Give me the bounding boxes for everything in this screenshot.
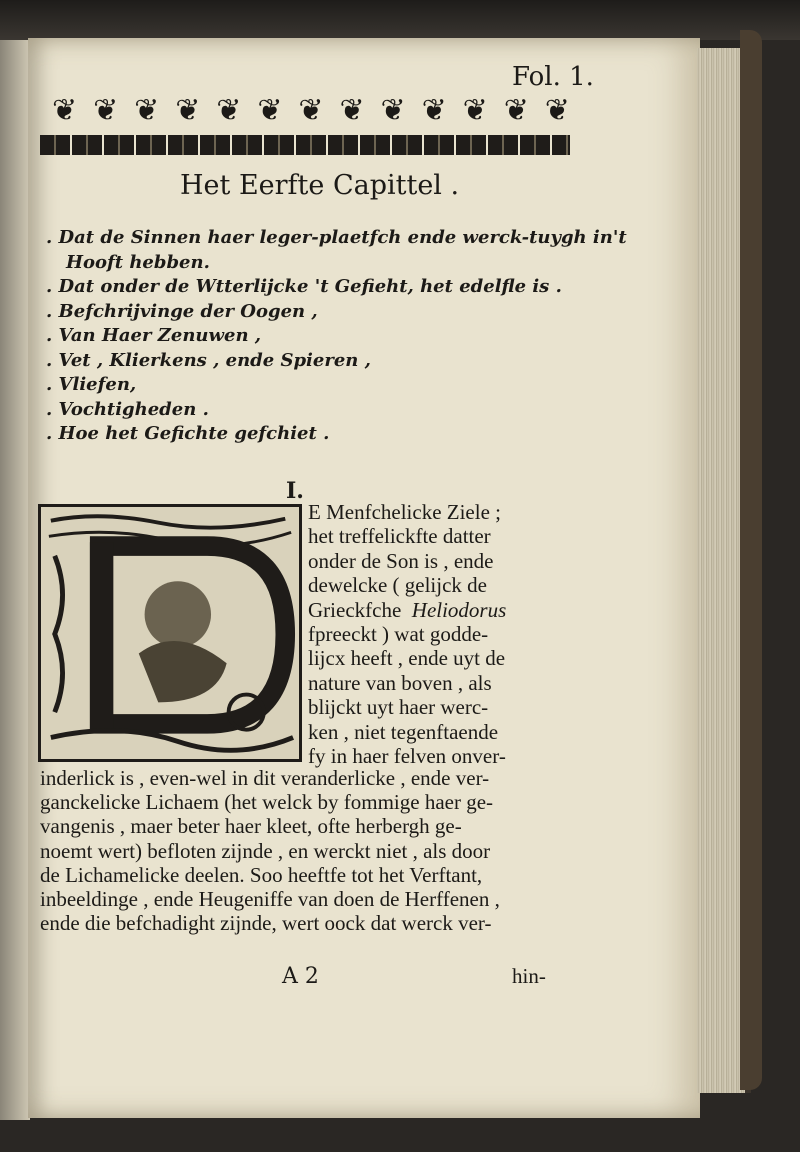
fleuron-icon: ❦: [216, 93, 244, 128]
body-text-beside-initial: [308, 500, 570, 768]
text-line: fy in haer felven onver-: [308, 744, 506, 769]
text-line: inbeeldinge , ende Heugeniffe van doen de Herffenen ,: [40, 887, 500, 912]
text-line: ende die befchadight zijnde, wert oock dat werck ver-: [40, 911, 492, 936]
text-line: ganckelicke Lichaem (het welck by fommige haer ge-: [40, 790, 494, 815]
author-name: Heliodorus: [411, 597, 507, 622]
section-number: I.: [286, 478, 304, 504]
scan-top-shadow: [0, 0, 800, 40]
summary-item: . Vet , Klierkens , ende Spieren ,: [46, 349, 371, 371]
summary-item: . Dat onder de Wtterlijcke 't Gefieht, het edelfle is .: [46, 276, 562, 297]
text-line: lijcx heeft , ende uyt de: [308, 646, 506, 671]
text-line: nature van boven , als: [308, 670, 492, 695]
fleuron-icon: ❦: [462, 93, 490, 128]
folio-number: Fol. 1.: [512, 62, 594, 92]
text-line: ken , niet tegenftaende: [308, 719, 499, 744]
text-line: [308, 598, 570, 622]
chapter-summary: [46, 226, 627, 447]
summary-item: . Van Haer Zenuwen ,: [46, 325, 262, 346]
fleuron-icon: ❦: [544, 93, 572, 128]
ornament-row: [52, 93, 572, 128]
fleuron-icon: ❦: [175, 93, 203, 128]
summary-item: . Dat de Sinnen haer leger-plaetfch ende werck-tuygh in't: [46, 227, 627, 248]
ornament-band: [40, 135, 570, 155]
text-line: het treffelickfte datter: [308, 524, 491, 549]
text-line: blijckt uyt haer werc-: [308, 695, 489, 720]
body-text-full-width: [40, 766, 600, 935]
fleuron-icon: ❦: [380, 93, 408, 128]
text-line: dewelcke ( gelijck de: [308, 573, 487, 598]
summary-item: . Vliefen,: [46, 374, 137, 395]
text-fragment: Grieckfche: [308, 597, 402, 622]
text-line: E Menfchelicke Ziele ;: [308, 500, 501, 524]
summary-item: . Vochtigheden .: [46, 398, 209, 420]
fleuron-icon: ❦: [298, 93, 326, 128]
fleuron-icon: ❦: [421, 93, 449, 128]
text-line: fpreeckt ) wat godde-: [308, 622, 489, 647]
summary-item: Hooft hebben.: [66, 251, 210, 273]
text-line: inderlick is , even-wel in dit veranderlicke , ende ver-: [40, 766, 490, 790]
chapter-title: Het Eerfte Capittel .: [180, 170, 460, 201]
decorated-initial-d-icon: [38, 504, 302, 762]
signature-mark: A 2: [282, 964, 319, 989]
text-line: onder de Son is , ende: [308, 548, 494, 573]
fleuron-icon: ❦: [93, 93, 121, 128]
summary-item: . Befchrijvinge der Oogen ,: [46, 300, 318, 322]
fleuron-icon: ❦: [134, 93, 162, 128]
fleuron-icon: ❦: [257, 93, 285, 128]
fleuron-icon: ❦: [339, 93, 367, 128]
book-cover-edge: [740, 30, 762, 1090]
text-line: de Lichamelicke deelen. Soo heeftfe tot het Verftant,: [40, 862, 483, 887]
book-gutter: [0, 40, 30, 1120]
summary-item: . Hoe het Gefichte gefchiet .: [46, 423, 330, 444]
catchword: hin-: [512, 964, 546, 988]
fleuron-icon: ❦: [52, 93, 80, 128]
text-line: noemt wert) befloten zijnde , en werckt niet , als door: [40, 838, 491, 863]
woodcut-initial-icon: [41, 507, 299, 759]
fleuron-icon: ❦: [503, 93, 531, 128]
text-line: vangenis , maer beter haer kleet, ofte herbergh ge-: [40, 814, 462, 839]
